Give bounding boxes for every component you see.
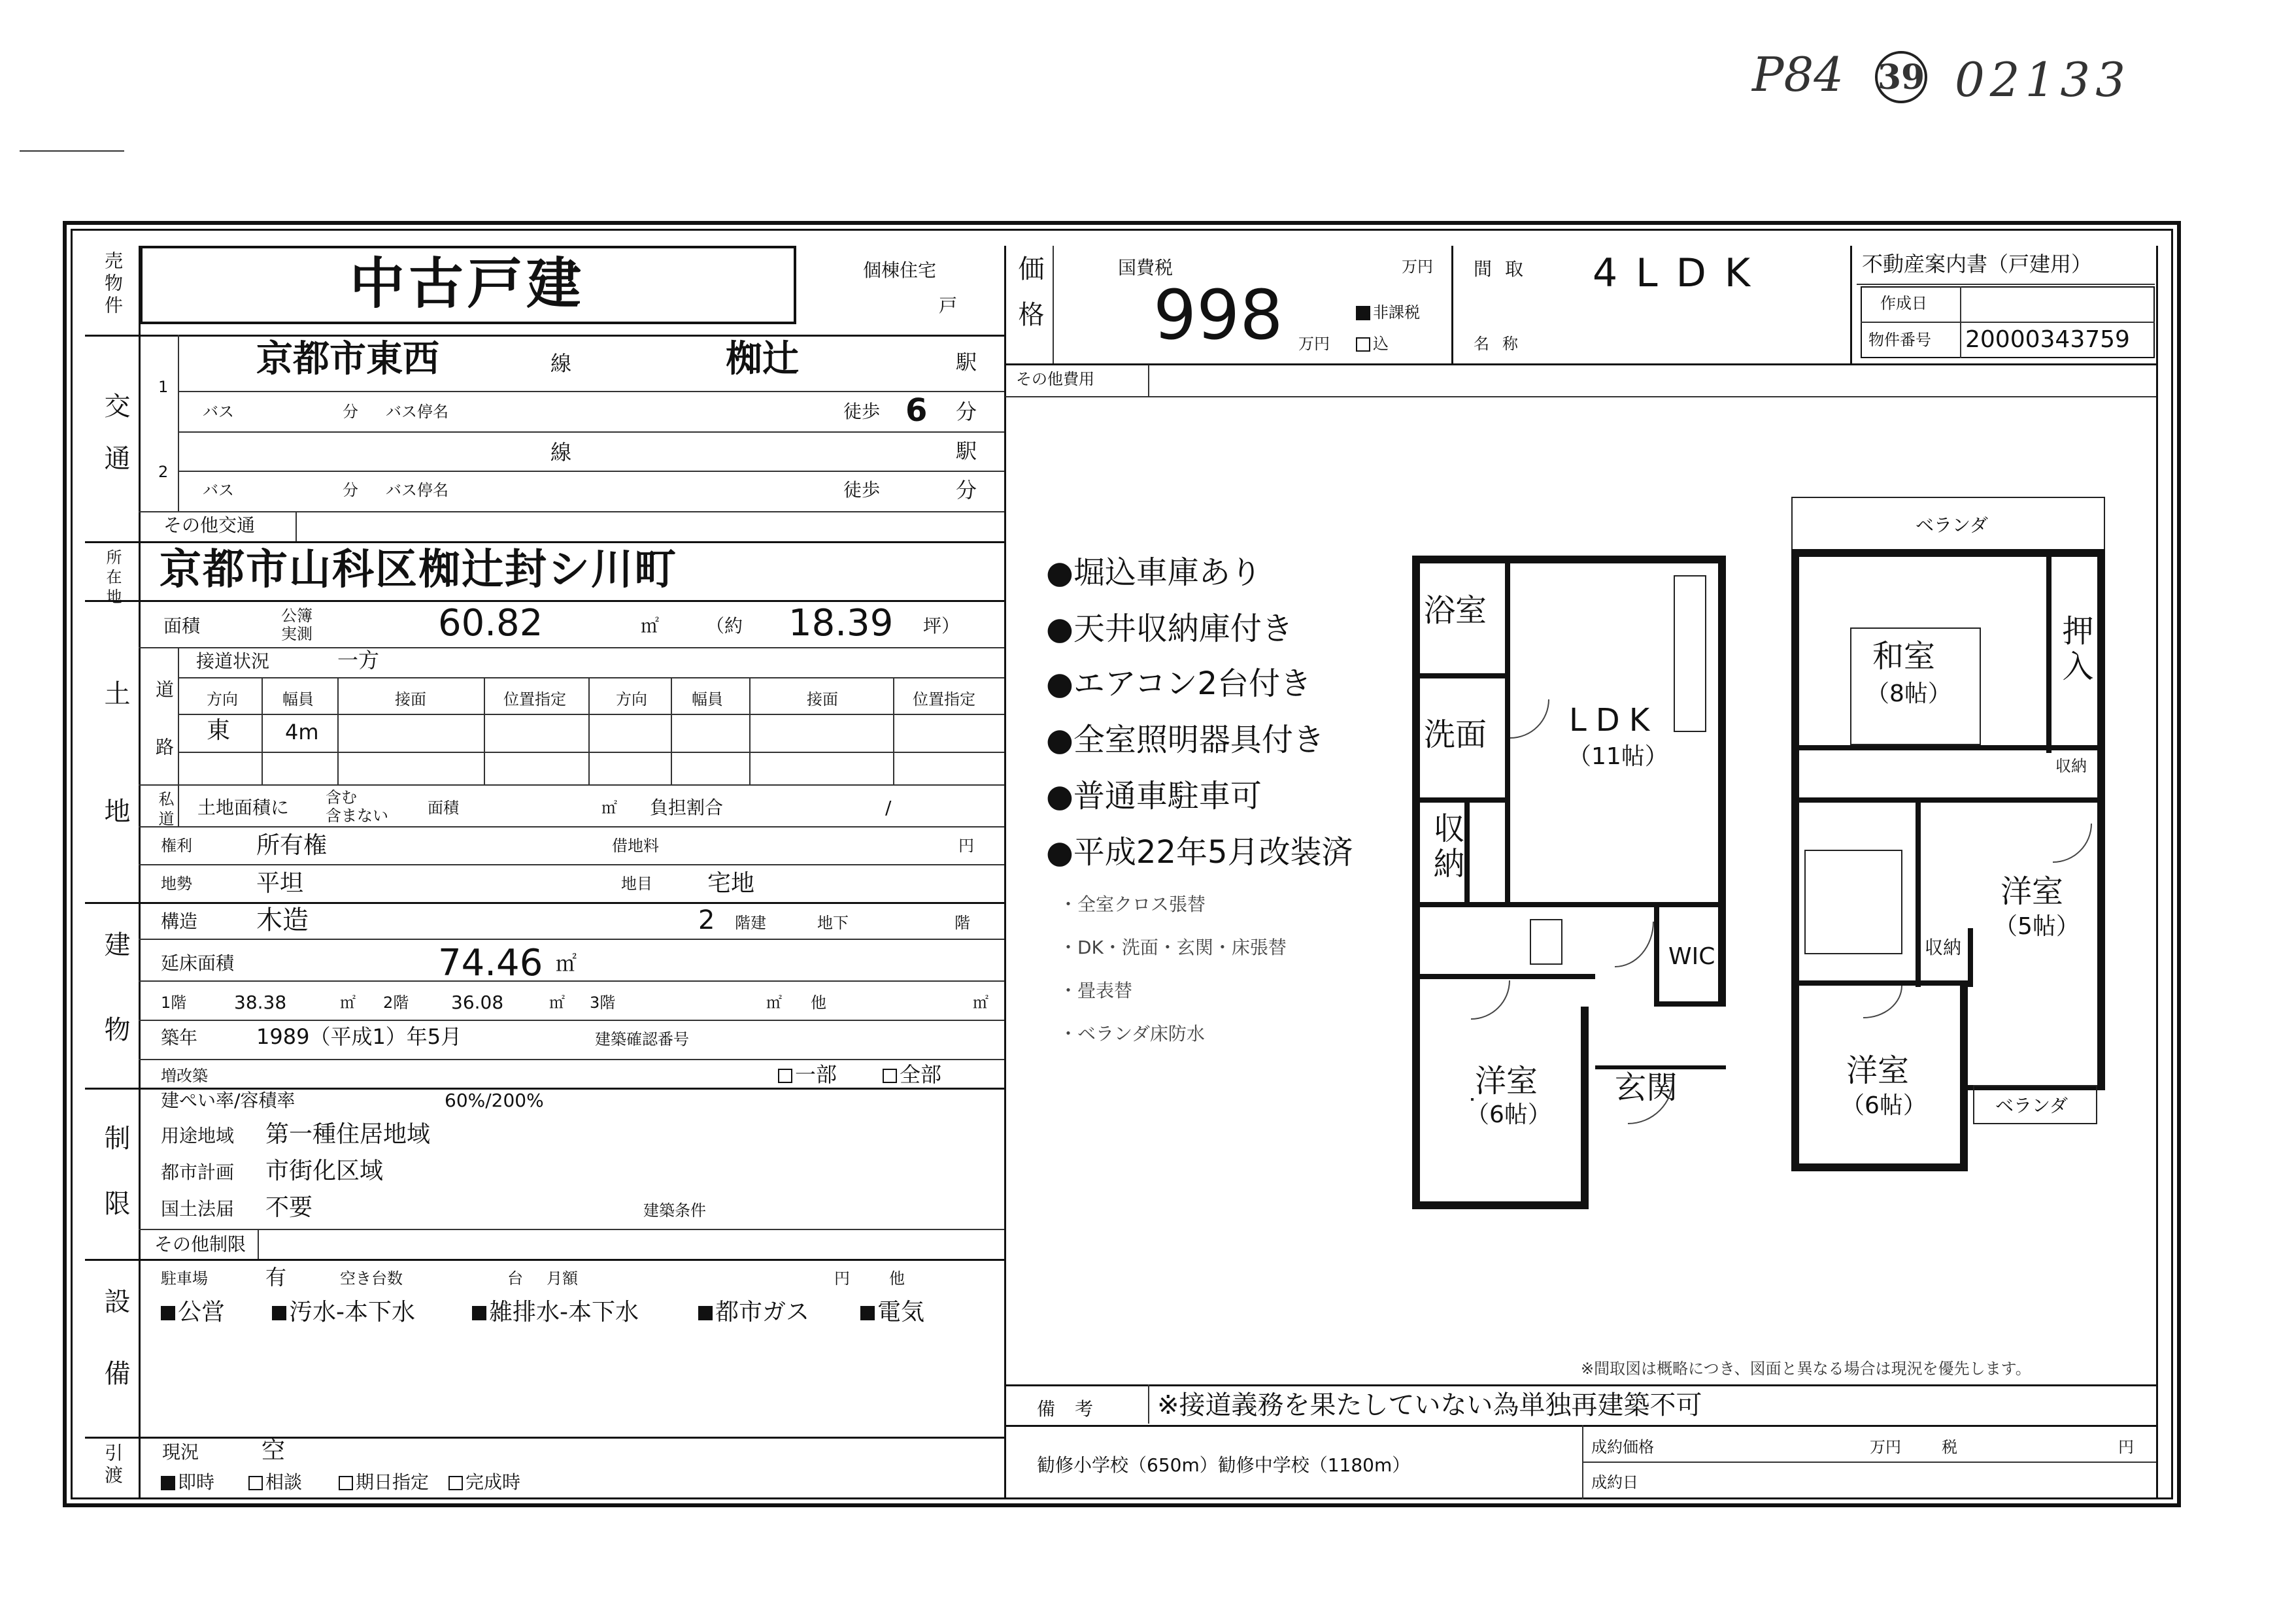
feature-2: ●天井収納庫付き [1046, 610, 1293, 647]
handwritten-prefix: P84 [1752, 47, 1844, 102]
room-closet-small: 収納 [2055, 757, 2087, 775]
land-rights-top [139, 826, 1004, 827]
traffic-row2-no: 2 [158, 463, 169, 481]
land-area-unit: ㎡ [641, 615, 660, 637]
land-setback-area: 面積 [428, 799, 459, 817]
restrictions-section-label: 制限 [100, 1124, 130, 1255]
room-western-a-size: （5帖） [1994, 913, 2080, 940]
room-storage: 収納 [1428, 812, 1464, 882]
traffic-row1-min: 分 [343, 403, 358, 421]
room-western-a: 洋室 [2001, 873, 2064, 910]
facility-item-3-label: 雑排水-本下水 [489, 1299, 639, 1326]
facility-check-icon [860, 1306, 875, 1320]
restrictions-height-label: 建築条件 [643, 1201, 706, 1220]
traffic-row1-no: 1 [158, 378, 169, 396]
facilities-yen: 円 [834, 1269, 850, 1288]
room-western-1f: 洋室 [1475, 1063, 1538, 1099]
room-western-b: 洋室 [1846, 1052, 1910, 1089]
delivery-opt-2-checkbox[interactable] [248, 1476, 263, 1490]
facility-item-5 [860, 1301, 924, 1324]
land-road-col [178, 647, 179, 784]
land-section-label: 土地 [100, 680, 130, 915]
land-category-value: 宅地 [707, 870, 755, 897]
facility-item-4 [698, 1301, 809, 1324]
road-grid-v1 [262, 677, 263, 784]
footer-price-label: 成約価格 [1591, 1438, 1654, 1456]
building-other-unit: ㎡ [973, 994, 988, 1012]
fridge-box [1674, 575, 1706, 732]
name-label: 名称 [1474, 335, 1531, 353]
facilities-vacancy-label: 空き台数 [340, 1269, 403, 1288]
traffic-no-column [178, 335, 179, 511]
facilities-parking-value: 有 [265, 1265, 287, 1290]
doc-title: 不動産案内書（戸建用） [1862, 252, 2093, 276]
traffic-row2-bus: バス [203, 481, 234, 499]
traffic-bottom-line [85, 541, 1004, 543]
feature-5: ●普通車駐車可 [1046, 778, 1262, 814]
price-label: 価格 [1014, 255, 1044, 346]
room-closet: 押入 [2057, 614, 2093, 685]
land-terrain-top [139, 864, 1004, 865]
land-terrain-label: 地勢 [161, 875, 192, 893]
land-road-header-top [178, 677, 1004, 678]
traffic-row2-station-suffix: 駅 [956, 439, 977, 463]
land-setback-label: 私道 [156, 791, 174, 830]
room-western-b-size: （6帖） [1841, 1092, 1927, 1119]
road-width-value: 4m [285, 720, 319, 744]
restrictions-law-value: 不要 [265, 1194, 313, 1221]
restrictions-bottom-line [85, 1259, 1004, 1261]
delivery-status-value: 空 [262, 1437, 286, 1464]
delivery-opt-3-checkbox[interactable] [339, 1476, 353, 1490]
facility-check-icon [472, 1306, 486, 1320]
header-bottom-line [85, 335, 1004, 337]
land-road-header-bottom [178, 714, 1004, 715]
floorplan-2f [1791, 497, 2118, 1216]
tax-included-checkbox [1356, 337, 1370, 352]
building-struct-value: 木造 [256, 905, 309, 935]
road-col-face-1: 接面 [395, 690, 426, 709]
land-setback-text: 土地面積に [197, 797, 290, 818]
price-sub-label: 国費税 [1118, 257, 1173, 278]
other-costs-divider [1148, 365, 1149, 396]
layout-value: 4LDK [1593, 250, 1769, 296]
building-cert-label: 建築確認番号 [595, 1030, 689, 1048]
facility-check-icon [698, 1306, 713, 1320]
left-label-column-line [139, 246, 141, 1499]
road-direction-value: 東 [207, 717, 231, 744]
feature-1: ●堀込車庫あり [1046, 554, 1262, 591]
land-burden-sep: / [885, 797, 892, 818]
tax-exempt-checkbox [1356, 306, 1370, 320]
other-costs-bottom [1005, 396, 2156, 397]
stairs [1804, 850, 1902, 954]
delivery-opt-4[interactable] [448, 1473, 520, 1492]
facility-item-2-label: 汚水-本下水 [289, 1299, 415, 1326]
feature-6: ●平成22年5月改装済 [1046, 834, 1353, 871]
footer-date-label: 成約日 [1591, 1473, 1638, 1492]
facilities-section-label: 設備 [100, 1288, 130, 1431]
delivery-status-label: 現況 [162, 1441, 199, 1463]
footer-price-unit: 万円 [1870, 1438, 1901, 1456]
doc-title-underline [1857, 284, 2155, 285]
handwritten-ref-number: 02133 [1955, 52, 2131, 107]
restrictions-plan-value: 市街化区域 [265, 1158, 384, 1184]
building-f3-label: 3階 [590, 994, 616, 1012]
building-section-label: 建物 [100, 931, 130, 1101]
created-label: 作成日 [1880, 294, 1927, 312]
traffic-row2-min: 分 [343, 481, 358, 499]
remarks-label: 備考 [1037, 1398, 1113, 1420]
building-floors-label: 階建 [735, 914, 766, 932]
facilities-vacancy-unit: 台 [507, 1269, 523, 1288]
traffic-row1-walk-unit: 分 [956, 399, 977, 424]
sub-feature-3: ・畳表替 [1059, 980, 1133, 1001]
land-setback-exclude: 含まない [326, 807, 388, 825]
building-basement-label: 地下 [817, 914, 849, 932]
building-f2-label: 2階 [383, 994, 409, 1012]
room-western-1f-size: （6帖） [1466, 1101, 1551, 1128]
floorplan-disclaimer: ※間取図は概略につき、図面と異なる場合は現況を優先します。 [1581, 1360, 2031, 1378]
delivery-opt-3[interactable] [339, 1473, 429, 1492]
unit-suffix: 戸 [939, 295, 958, 316]
building-floors: 2 [698, 905, 715, 935]
building-other-label: 他 [811, 994, 826, 1012]
right-header-bottom-line [1005, 363, 2156, 365]
land-setback-col [178, 784, 179, 826]
room-wic: WIC [1668, 943, 1715, 970]
road-col-position-1: 位置指定 [503, 690, 566, 709]
facility-item-1 [161, 1301, 225, 1324]
room-storage-2f: 収納 [1925, 937, 1962, 958]
building-floor-area-unit: ㎡ [556, 951, 577, 976]
facilities-month-label: 月額 [547, 1269, 578, 1288]
page-title: 中古戸建 [350, 252, 586, 316]
facility-item-3 [472, 1301, 639, 1324]
delivery-opt-2-label: 相談 [265, 1471, 303, 1493]
building-row1-bottom [139, 939, 1004, 940]
land-area-tsubo: 18.39 [788, 602, 894, 644]
building-reform-label: 増改築 [161, 1067, 208, 1085]
road-col-width-2: 幅員 [692, 690, 723, 709]
footer-yen: 円 [2118, 1438, 2134, 1456]
road-grid-v2 [337, 677, 339, 784]
other-costs-label: その他費用 [1016, 370, 1094, 388]
price-unit: 万円 [1402, 258, 1433, 276]
road-col-position-2: 位置指定 [913, 690, 975, 709]
reform-partial-checkbox[interactable] [778, 1069, 792, 1083]
doc-info-row-line [1861, 322, 2155, 323]
delivery-opt-1[interactable] [161, 1473, 214, 1492]
price-layout-divider [1451, 246, 1453, 363]
facility-check-icon [272, 1306, 286, 1320]
schools-info: 勧修小学校（650m）勧修中学校（1180m） [1037, 1454, 1411, 1476]
land-setback-unit: ㎡ [601, 799, 617, 817]
building-f2-unit: ㎡ [549, 994, 565, 1012]
room-bath: 浴室 [1424, 592, 1487, 629]
facility-item-2 [272, 1301, 415, 1324]
reform-full-label: 全部 [900, 1062, 942, 1087]
land-road-row-bottom [178, 752, 1004, 753]
building-built-value: 1989（平成1）年5月 [256, 1024, 462, 1049]
room-ldk: LDK [1569, 702, 1659, 739]
tax-option-included [1356, 336, 1389, 352]
traffic-row1-bus: バス [203, 403, 234, 421]
location-value: 京都市山科区椥辻封シ川町 [160, 546, 677, 594]
traffic-row1-walk-min: 6 [905, 392, 928, 429]
price-value: 998 [1153, 275, 1283, 355]
land-rent-unit: 円 [958, 837, 974, 855]
building-basement-unit: 階 [954, 914, 970, 932]
land-road-side-label: 道路 [153, 680, 175, 795]
restrictions-ratio-value: 60%/200% [445, 1090, 544, 1111]
room-japanese: 和室 [1872, 638, 1936, 675]
restrictions-zone-label: 用途地域 [161, 1125, 235, 1146]
traffic-row1-line: 京都市東西 [256, 338, 439, 380]
road-col-face-2: 接面 [807, 690, 838, 709]
road-grid-v7 [893, 677, 894, 784]
delivery-section-label: 引渡 [102, 1443, 124, 1488]
road-grid-v6 [749, 677, 751, 784]
building-f1-label: 1階 [161, 994, 187, 1012]
delivery-opt-1-label: 即時 [178, 1471, 215, 1493]
remarks-divider [1148, 1384, 1149, 1424]
footer-row-line [1582, 1462, 2156, 1463]
delivery-opt-2[interactable] [248, 1473, 302, 1492]
building-f3-unit: ㎡ [766, 994, 782, 1012]
building-f1-value: 38.38 [234, 992, 287, 1013]
land-rights-label: 権利 [161, 837, 192, 855]
scan-mark [20, 150, 124, 152]
right-inner-edge [2156, 246, 2158, 1499]
traffic-row1-divider [178, 391, 1004, 392]
building-built-label: 築年 [161, 1027, 198, 1048]
reform-partial-label: 一部 [795, 1062, 837, 1087]
restrictions-other-label: その他制限 [154, 1233, 246, 1255]
restrictions-plan-label: 都市計画 [161, 1161, 235, 1183]
road-grid-v5 [671, 677, 672, 784]
room-veranda: ベランダ [1995, 1095, 2068, 1116]
restrictions-other-top [139, 1229, 1004, 1230]
center-divider [1004, 246, 1006, 1499]
room-wash: 洗面 [1424, 716, 1487, 753]
traffic-row2-walk-unit: 分 [956, 478, 977, 503]
price-unit-2: 万円 [1298, 335, 1330, 353]
land-category-label: 地目 [621, 875, 652, 893]
traffic-row2-divider [178, 471, 1004, 472]
location-label: 所在地 [103, 549, 122, 608]
delivery-opt-4-label: 完成時 [465, 1471, 521, 1493]
land-area-bottom [139, 647, 1004, 648]
restrictions-other-divider [258, 1229, 259, 1259]
road-col-width-1: 幅員 [282, 690, 314, 709]
sub-feature-1: ・全室クロス張替 [1059, 894, 1206, 915]
land-road-status-label: 接道状況 [196, 650, 270, 672]
land-rights-value: 所有権 [256, 832, 328, 859]
reform-full-checkbox[interactable] [883, 1069, 897, 1083]
building-floor-area: 74.46 [438, 942, 543, 984]
land-area-m2: 60.82 [438, 602, 543, 644]
facility-item-4-label: 都市ガス [715, 1299, 810, 1326]
category-label: 売物件 [102, 251, 124, 318]
unit-label: 個棟住宅 [863, 259, 937, 281]
building-row4-bottom [139, 1059, 1004, 1060]
delivery-opt-1-checkbox[interactable] [161, 1476, 175, 1490]
land-rent-label: 借地料 [612, 837, 659, 855]
building-reform-partial[interactable] [778, 1064, 837, 1085]
traffic-row1-station-suffix: 駅 [956, 350, 977, 375]
property-no-label: 物件番号 [1868, 331, 1931, 349]
land-area-label: 面積 [163, 615, 201, 637]
building-row2-bottom [139, 980, 1004, 982]
building-f1-unit: ㎡ [340, 994, 356, 1012]
facility-check-icon [161, 1306, 175, 1320]
remarks-top-line [1005, 1384, 2156, 1386]
facilities-bottom-line [85, 1437, 1004, 1439]
land-tsubo-unit: 坪） [923, 615, 960, 637]
footer-tax-label: 税 [1942, 1438, 1957, 1456]
restrictions-law-label: 国土法届 [161, 1198, 235, 1220]
traffic-row2-bus-stop: バス停名 [386, 481, 448, 499]
land-road-bottom [139, 784, 1004, 786]
tax-included-label: 込 [1373, 335, 1389, 353]
road-grid-v4 [588, 677, 590, 784]
land-area-kind-public: 公簿 [281, 607, 312, 625]
sub-feature-4: ・ベランダ床防水 [1059, 1023, 1205, 1044]
building-f2-value: 36.08 [451, 992, 504, 1013]
room-veranda-top: ベランダ [1916, 514, 1988, 536]
price-label-divider [1053, 246, 1054, 363]
room-entrance: 玄関 [1615, 1069, 1678, 1106]
feature-4: ●全室照明器具付き [1046, 722, 1325, 758]
land-tsubo-prefix: （約 [706, 615, 743, 637]
floorplan-1f [1412, 556, 1726, 1209]
delivery-opt-3-label: 期日指定 [356, 1471, 430, 1493]
feature-3: ●エアコン2台付き [1046, 665, 1312, 702]
property-no-value: 20000343759 [1965, 326, 2130, 353]
traffic-row2-line-suffix: 線 [550, 440, 572, 465]
room-japanese-size: （8帖） [1866, 680, 1951, 707]
land-terrain-value: 平坦 [256, 870, 304, 897]
facility-item-5-label: 電気 [877, 1299, 925, 1326]
land-burden-label: 負担割合 [650, 797, 724, 818]
layout-label: 間取 [1474, 258, 1537, 280]
road-col-direction-1: 方向 [207, 690, 238, 709]
traffic-row1-line-suffix: 線 [550, 351, 572, 376]
facilities-parking-label: 駐車場 [161, 1269, 208, 1288]
building-row3-bottom [139, 1020, 1004, 1021]
land-setback-include: 含む [326, 788, 357, 807]
doc-info-col-line [1960, 286, 1961, 358]
traffic-row1-station: 椥辻 [726, 338, 799, 380]
road-col-direction-2: 方向 [616, 690, 647, 709]
facility-item-1-label: 公営 [178, 1299, 226, 1326]
room-ldk-size: （11帖） [1568, 743, 1668, 770]
traffic-row2-walk: 徒歩 [843, 479, 881, 501]
land-bottom-line [85, 902, 1004, 904]
traffic-section-label: 交通 [100, 392, 130, 497]
land-area-kind-actual: 実測 [281, 625, 312, 643]
traffic-row1-walk: 徒歩 [843, 401, 881, 422]
circled-number: 39 [1875, 51, 1927, 103]
sub-feature-2: ・DK・洗面・玄関・床張替 [1059, 937, 1287, 958]
traffic-row2-top [178, 431, 1004, 433]
building-floor-area-label: 延床面積 [161, 952, 235, 974]
tax-option-exempt [1356, 305, 1420, 320]
traffic-other-top [139, 511, 1004, 512]
restrictions-ratio-label: 建ぺい率/容積率 [161, 1090, 295, 1111]
tax-exempt-label: 非課税 [1373, 303, 1420, 322]
building-reform-full[interactable] [883, 1064, 941, 1085]
layout-docinfo-divider [1850, 246, 1852, 363]
remarks-value: ※接道義務を果たしていない為単独再建築不可 [1157, 1390, 1702, 1420]
traffic-other-label: その他交通 [163, 514, 256, 536]
traffic-other-divider [295, 511, 297, 541]
facilities-note-label: 他 [889, 1269, 905, 1288]
delivery-opt-4-checkbox[interactable] [448, 1476, 463, 1490]
remarks-bottom-line [1005, 1425, 2156, 1427]
restrictions-zone-value: 第一種住居地域 [265, 1121, 431, 1148]
land-road-status: 一方 [337, 648, 380, 673]
building-struct-label: 構造 [161, 911, 198, 932]
traffic-row1-bus-stop: バス停名 [386, 403, 448, 421]
road-grid-v3 [484, 677, 485, 784]
